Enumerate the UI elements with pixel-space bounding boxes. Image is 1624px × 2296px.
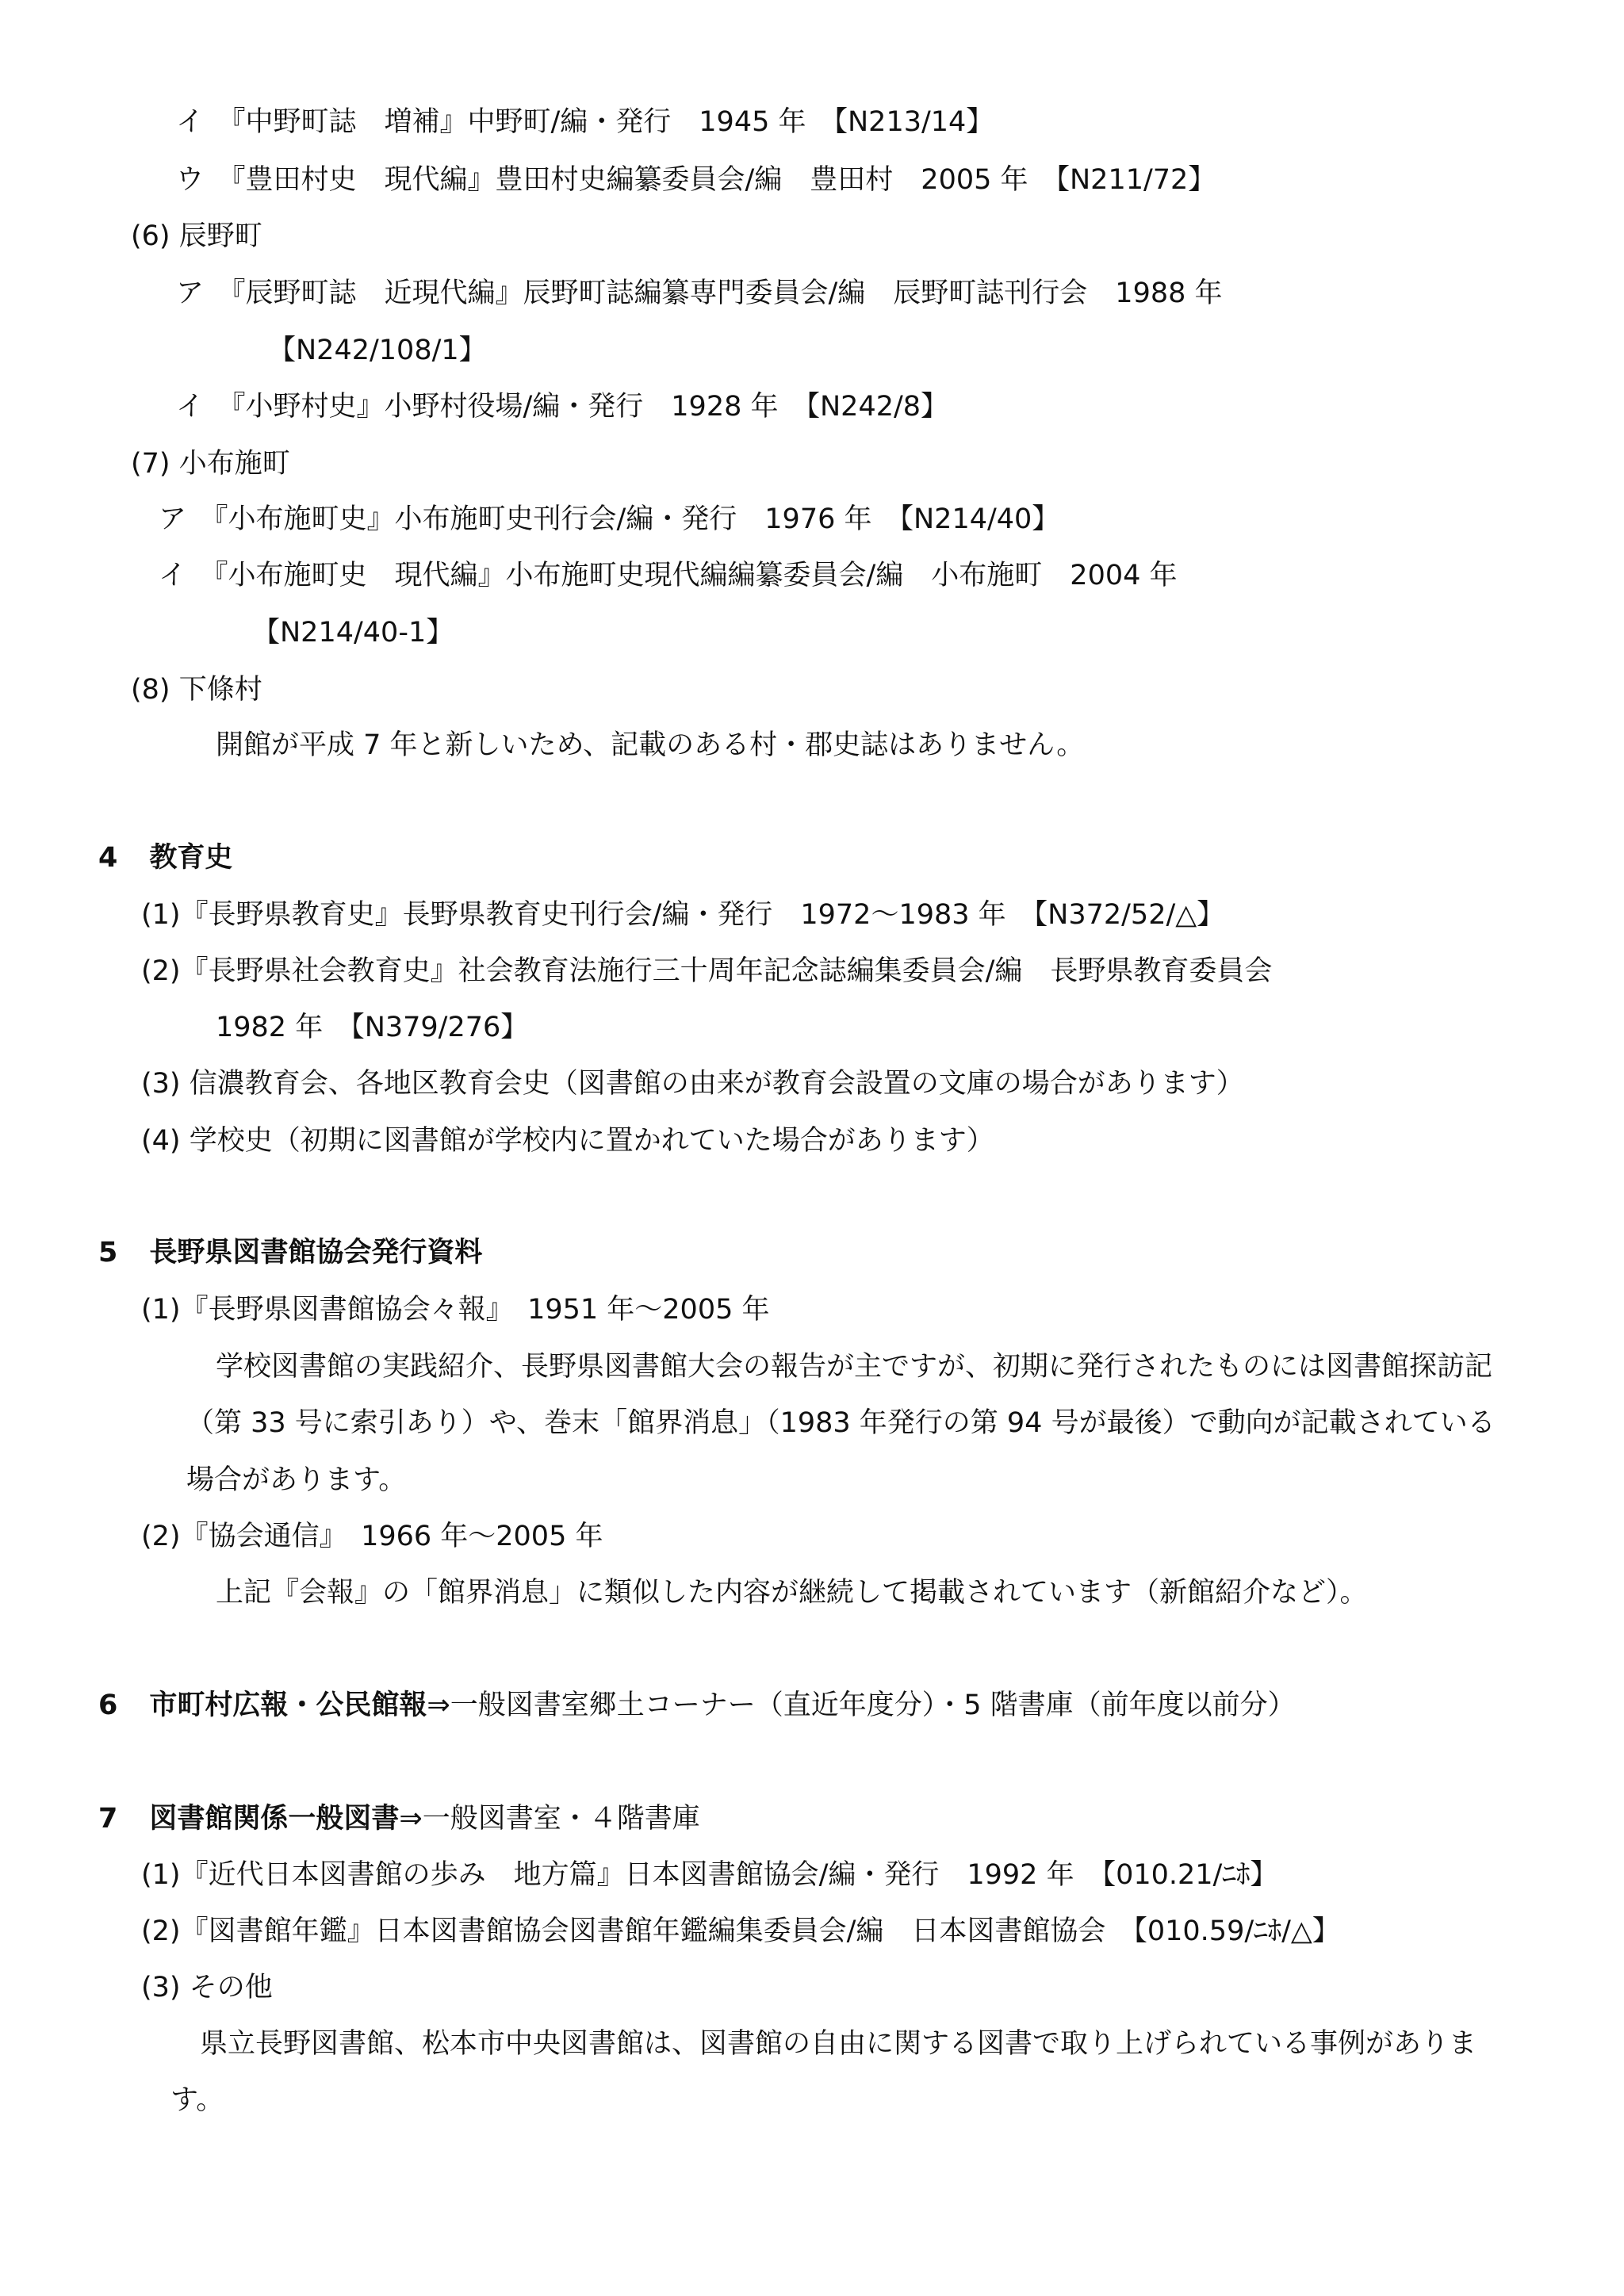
- section-location: ⇒一般図書室・４階書庫: [399, 1803, 700, 1835]
- section-number: 4: [98, 842, 118, 874]
- section-number: 7: [98, 1803, 118, 1835]
- section-heading-6: [98, 1688, 1296, 1723]
- text-line: ア 『小布施町史』小布施町史刊行会/編・発行 1976 年 【N214/40】: [159, 503, 1060, 535]
- subsection-heading: (8) 下條村: [131, 674, 262, 706]
- call-number: 【N214/40-1】: [252, 617, 454, 649]
- text-line: 県立長野図書館、松本市中央図書館は、図書館の自由に関する図書で取り上げられている事例がありま: [200, 2028, 1477, 2060]
- text-line: 場合があります。: [186, 1464, 407, 1496]
- text-line: 1982 年 【N379/276】: [216, 1012, 529, 1043]
- list-item: (2)『図書館年鑑』日本図書館協会図書館年鑑編集委員会/編 日本図書館協会 【010.59/ﾆﾎ/△】: [141, 1915, 1340, 1947]
- section-heading-4: [98, 840, 232, 875]
- section-title: 市町村広報・公民館報: [149, 1689, 427, 1721]
- section-heading-7: [98, 1801, 700, 1836]
- subsection-heading: (6) 辰野町: [131, 220, 262, 252]
- text-line: イ 『小布施町史 現代編』小布施町史現代編編纂委員会/編 小布施町 2004 年: [159, 560, 1178, 591]
- text-line: ウ 『豊田村史 現代編』豊田村史編纂委員会/編 豊田村 2005 年 【N211/72】: [176, 164, 1216, 196]
- section-number: 6: [98, 1689, 118, 1721]
- text-line: 開館が平成 7 年と新しいため、記載のある村・郡史誌はありません。: [216, 729, 1085, 761]
- text-line: （第 33 号に索引あり）や、巻末「館界消息」（1983 年発行の第 94 号が最後）で動向が記載されている: [186, 1407, 1496, 1439]
- section-title: 教育史: [149, 842, 233, 874]
- subsection-heading: (7) 小布施町: [131, 448, 290, 480]
- list-item: (4) 学校史（初期に図書館が学校内に置かれていた場合があります）: [141, 1125, 994, 1157]
- text-line: す。: [170, 2084, 224, 2116]
- text-line: ア 『辰野町誌 近現代編』辰野町誌編纂専門委員会/編 辰野町誌刊行会 1988 年: [176, 277, 1223, 309]
- text-line: イ 『中野町誌 増補』中野町/編・発行 1945 年 【N213/14】: [176, 106, 994, 138]
- list-item: (3) 信濃教育会、各地区教育会史（図書館の由来が教育会設置の文庫の場合があります）: [141, 1068, 1244, 1100]
- list-item: (3) その他: [141, 1972, 273, 2003]
- call-number: 【N242/108/1】: [268, 335, 487, 366]
- section-location: ⇒一般図書室郷土コーナー（直近年度分）・5 階書庫（前年度以前分）: [427, 1689, 1296, 1721]
- list-item: (1)『長野県図書館協会々報』 1951 年～2005 年: [141, 1294, 770, 1326]
- section-number: 5: [98, 1237, 118, 1269]
- section-heading-5: [98, 1235, 482, 1270]
- list-item: (2)『協会通信』 1966 年～2005 年: [141, 1521, 603, 1552]
- list-item: (1)『長野県教育史』長野県教育史刊行会/編・発行 1972～1983 年 【N372/52/△】: [141, 899, 1225, 931]
- section-title: 長野県図書館協会発行資料: [149, 1237, 483, 1269]
- section-title: 図書館関係一般図書: [149, 1803, 400, 1835]
- text-line: 学校図書館の実践紹介、長野県図書館大会の報告が主ですが、初期に発行されたものには図書館探訪記: [216, 1351, 1493, 1383]
- list-item: (2)『長野県社会教育史』社会教育法施行三十周年記念誌編集委員会/編 長野県教育委員会: [141, 955, 1273, 987]
- list-item: (1)『近代日本図書館の歩み 地方篇』日本図書館協会/編・発行 1992 年 【010.21/ﾆﾎ】: [141, 1859, 1278, 1891]
- text-line: 上記『会報』の「館界消息」に類似した内容が継続して掲載されています（新館紹介など）。: [216, 1577, 1368, 1609]
- text-line: イ 『小野村史』小野村役場/編・発行 1928 年 【N242/8】: [176, 391, 949, 423]
